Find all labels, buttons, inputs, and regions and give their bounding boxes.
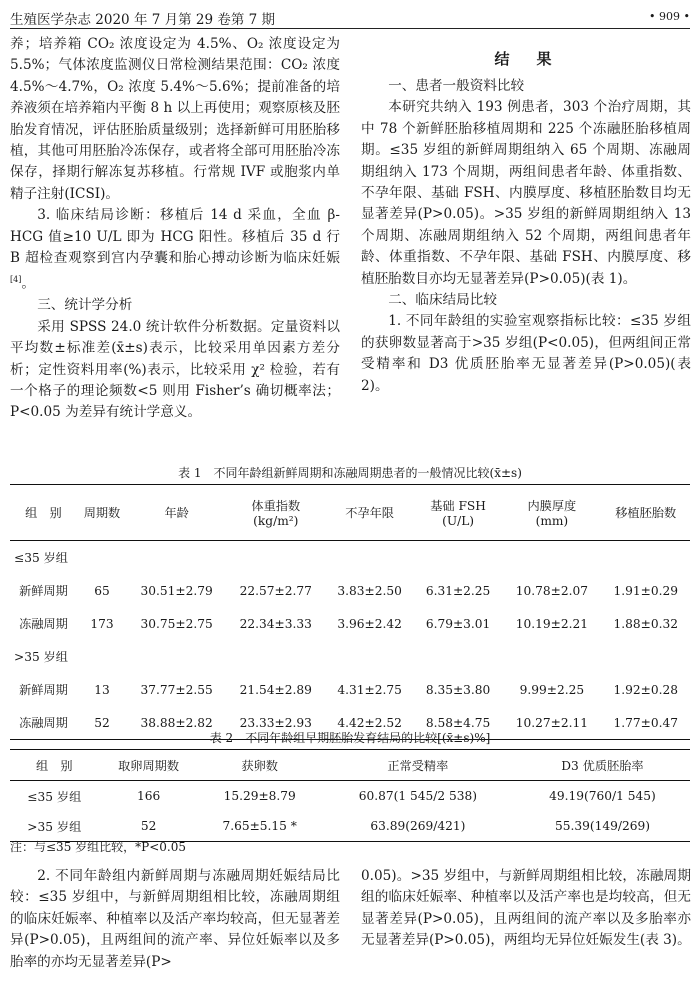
- table1-group-row: [10, 640, 690, 673]
- left-column-bottom: [10, 866, 340, 973]
- table1-group-row: [10, 541, 690, 575]
- table1-cell: 1.91±0.29: [613, 583, 678, 598]
- table1-header: 周期数: [77, 485, 127, 541]
- table1-cell: 8.58±4.75: [425, 715, 491, 730]
- table1-cell: 38.88±2.82: [140, 715, 213, 730]
- table1-cell: 52: [94, 715, 110, 730]
- table1-cell: 新鲜周期: [19, 683, 68, 697]
- table1-header: 不孕年限: [325, 485, 413, 541]
- table2-header: 获卵数: [199, 750, 321, 781]
- table1-group-label: ≤35 岁组: [14, 551, 68, 565]
- paragraph: 3. 临床结局诊断：移植后 14 d 采血，全血 β-HCG 值≥10 U/L 即为 HCG 阳性。移植后 35 d 行 B 超检查观察到宫内孕囊和胎心搏动诊断为临床妊娠[4]。: [10, 207, 340, 292]
- table2-cell: 166: [136, 789, 161, 803]
- section-heading: 三、统计学分析: [37, 297, 133, 314]
- table1-cell: 21.54±2.89: [239, 682, 312, 697]
- paragraph: 养；培养箱 CO₂ 浓度设定为 4.5%、O₂ 浓度设定为 5.5%；气体浓度监测仪日常检测结果范围：CO₂ 浓度 4.5%～4.7%，O₂ 浓度 5.4%～5.6%；提前准备的培养液须在培养箱内平衡 8 h 以上再使用；观察原核及胚胎发育情况，评估胚胎质量级别；选择新鲜可用胚胎移植，其他可用胚胎冷冻保存，或者将全部可用胚胎冷冻保存，择期行解冻复苏移植。行常规 IVF 或胞浆内单精子注射(ICSI)。: [10, 36, 340, 202]
- table1-header: 移植胚胎数: [601, 485, 690, 541]
- paragraph: 1. 不同年龄组的实验室观察指标比较：≤35 岁组的获卵数显著高于>35 岁组(P<0.05)，但两组间正常受精率和 D3 优质胚胎率无显著差异(P>0.05)(表 2)。: [361, 313, 691, 394]
- table1-cell: 冻融周期: [19, 716, 68, 730]
- table1-header: 组 别: [10, 485, 77, 541]
- table-row: [10, 574, 690, 607]
- table2-cell: 55.39(149/269): [554, 819, 650, 833]
- table1-group-label: >35 岁组: [14, 650, 68, 664]
- page-number: • 909 •: [649, 10, 690, 23]
- paragraph: 2. 不同年龄组内新鲜周期与冻融周期妊娠结局比较：≤35 岁组中，与新鲜周期组相比较，冻融周期组的临床妊娠率、种植率以及活产率均较高，但无显著差异(P>0.05)，且两组间的流产率、异位妊娠率以及多胎率的亦均无显著差异(P>: [10, 868, 340, 970]
- right-column-bottom: [361, 866, 691, 952]
- table1-cell: 10.78±2.07: [515, 583, 588, 598]
- table2-cell: >35 岁组: [27, 819, 82, 834]
- table1-cell: 22.34±3.33: [239, 616, 312, 631]
- table1-cell: 8.35±3.80: [425, 682, 491, 697]
- table2-cell: ≤35 岁组: [27, 789, 82, 804]
- table2-header: 正常受精率: [321, 750, 515, 781]
- table1-cell: 23.33±2.93: [239, 715, 312, 730]
- table1-cell: 6.79±3.01: [425, 616, 491, 631]
- table2-header: 取卵周期数: [99, 750, 199, 781]
- table1-header: 基础 FSH (U/L): [414, 485, 502, 541]
- table1-cell: 37.77±2.55: [140, 682, 213, 697]
- table1-cell: 1.92±0.28: [613, 682, 678, 697]
- table1-cell: 13: [94, 682, 110, 697]
- paragraph: 本研究共纳入 193 例患者，303 个治疗周期，其中 78 个新鲜胚胎移植周期和 225 个冻融胚胎移植周期。≤35 岁组的新鲜周期组纳入 65 个周期、冻融周期组纳入 173 个周期，两组间患者年龄、体重指数、不孕年限、基础 FSH、内膜厚度、移植胚胎数目均无显著差异(P>0.05)。>35 岁组的新鲜周期组纳入 13 个周期、冻融周期组纳入 52 个周期，两组间患者年龄、体重指数、不孕年限、基础 FSH、内膜厚度、移植胚胎数目亦均无显著差异(P>0.05)(表 1)。: [361, 99, 691, 287]
- table1-cell: 4.42±2.52: [337, 715, 402, 730]
- table1-cell: 30.51±2.79: [140, 583, 213, 598]
- table2: [10, 749, 690, 842]
- table-row: [10, 781, 690, 812]
- table1-cell: 1.77±0.47: [613, 715, 678, 730]
- table2-cell: 15.29±8.79: [223, 789, 296, 803]
- paragraph: 0.05)。>35 岁组中，与新鲜周期组相比较，冻融周期组的临床妊娠率、种植率以及活产率也是均较高，但无显著差异(P>0.05)，且两组间的流产率以及多胎率亦无显著差异(P>0.05)，两组均无异位妊娠发生(表 3)。: [361, 868, 691, 949]
- table1-header: 体重指数 (kg/m²): [226, 485, 325, 541]
- table1-caption: 表 1 不同年龄组新鲜周期和冻融周期患者的一般情况比较(x̄±s): [178, 466, 522, 480]
- table2-cell: 63.89(269/421): [370, 819, 466, 833]
- table1-cell: 173: [90, 616, 114, 631]
- left-column-top: [10, 34, 340, 424]
- results-heading: 结 果: [494, 50, 558, 68]
- table1-cell: 冻融周期: [19, 617, 68, 631]
- table-row: [10, 607, 690, 640]
- table1-cell: 65: [94, 583, 110, 598]
- table2-cell: 7.65±5.15 *: [222, 819, 297, 833]
- table2-cell: 49.19(760/1 545): [549, 789, 656, 803]
- subsection-heading: 二、临床结局比较: [388, 292, 497, 309]
- table1-cell: 新鲜周期: [19, 584, 68, 598]
- table2-header: 组 别: [10, 750, 99, 781]
- citation: [4]: [10, 275, 22, 285]
- table1-cell: 10.27±2.11: [515, 715, 588, 730]
- table1-cell: 3.96±2.42: [337, 616, 402, 631]
- table1-cell: 9.99±2.25: [519, 682, 585, 697]
- subsection-heading: 一、患者一般资料比较: [388, 78, 525, 94]
- table1-cell: 1.88±0.32: [613, 616, 678, 631]
- table1-cell: 30.75±2.75: [140, 616, 213, 631]
- running-header: [10, 6, 690, 29]
- table1-header: 内膜厚度 (mm): [502, 485, 601, 541]
- table2-header: D3 优质胚胎率: [515, 750, 690, 781]
- table1-cell: 4.31±2.75: [337, 682, 402, 697]
- table-row: [10, 811, 690, 842]
- table2-caption: 表 2 不同年龄组早期胚胎发育结局的比较[(x̄±s)%]: [209, 731, 491, 745]
- table2-note: 注：与≤35 岁组比较，*P<0.05: [10, 840, 186, 854]
- table1-cell: 6.31±2.25: [425, 583, 491, 598]
- table1: [10, 484, 690, 740]
- paragraph: 采用 SPSS 24.0 统计软件分析数据。定量资料以平均数±标准差(x̄±s)表示，比较采用单因素方差分析；定性资料用率(%)表示，比较采用 χ² 检验，若有一个格子的理论频数<5 则用 Fisher’s 确切概率法；P<0.05 为差异有统计学意义。: [10, 318, 340, 421]
- table-row: [10, 673, 690, 706]
- table2-cell: 52: [140, 819, 157, 833]
- journal-title: 生殖医学杂志 2020 年 7 月第 29 卷第 7 期: [10, 12, 276, 28]
- table1-cell: 3.83±2.50: [337, 583, 402, 598]
- table1-cell: 22.57±2.77: [239, 583, 312, 598]
- table1-cell: 10.19±2.21: [515, 616, 588, 631]
- table1-header: 年龄: [127, 485, 226, 541]
- right-column-top: [361, 34, 691, 397]
- table2-cell: 60.87(1 545/2 538): [358, 789, 477, 803]
